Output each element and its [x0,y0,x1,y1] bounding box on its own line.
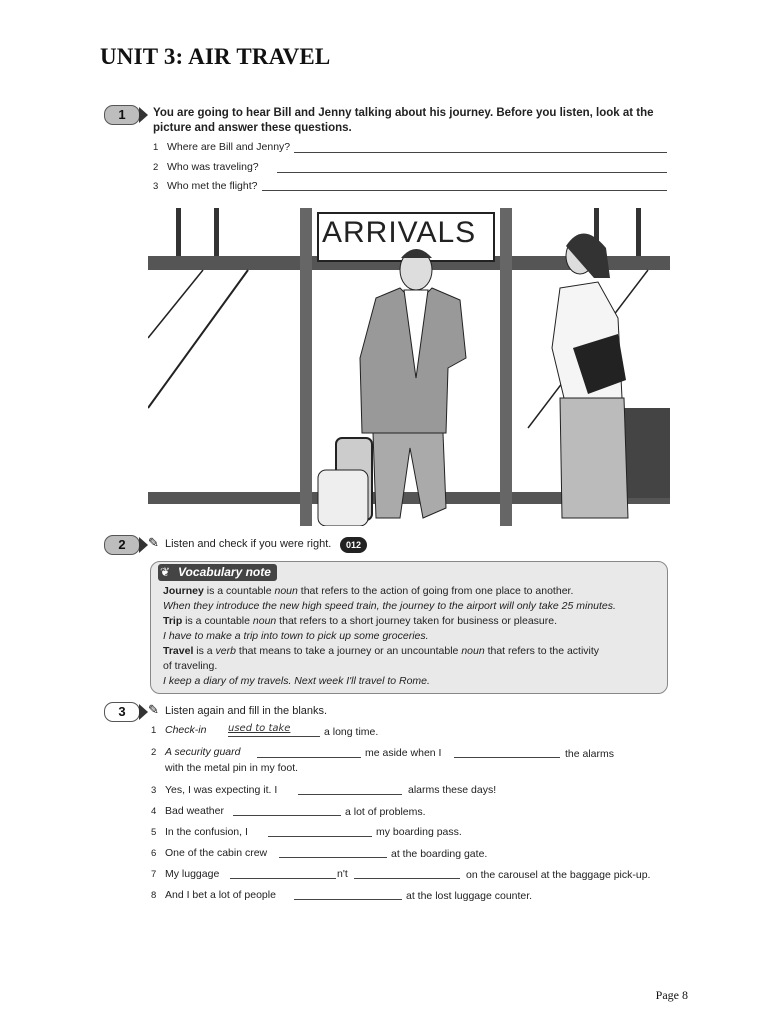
question-3 [153,180,257,192]
sentence-5 [151,826,248,838]
sentence-number: 2 [151,747,157,758]
question-number: 2 [153,162,159,173]
sentence-number: 8 [151,890,157,901]
cd-track-badge: 012 [340,537,367,553]
instruction-line: You are going to hear Bill and Jenny talking about his journey. Before you listen, look at the [153,107,654,119]
vocab-text: that refers to the action of going from one place to another. [297,585,574,597]
exercise-2-badge [104,535,140,555]
sentence-text: And I bet a lot of people [165,889,276,901]
sentence-text: on the carousel at the baggage pick-up. [466,869,651,881]
sentence-text: In the confusion, I [165,826,248,838]
page-number: Page 8 [655,988,688,1002]
vocab-text: is a countable [203,585,275,597]
answer-line-1[interactable] [294,152,667,153]
sentence-text: my boarding pass. [376,826,462,838]
vocab-text: is a countable [182,615,253,627]
vocab-line-journey [163,584,573,598]
sentence-number: 5 [151,827,157,838]
answer-line-2[interactable] [277,172,667,173]
exercise-number: 3 [118,704,126,719]
sentence-8 [151,889,276,901]
vocab-example-2: I have to make a trip into town to pick up some groceries. [163,630,429,642]
blank-1[interactable] [228,736,320,737]
vocab-text: that means to take a journey or an uncountable [235,645,462,657]
instruction-line: picture and answer these questions. [153,122,352,134]
sentence-text: Yes, I was expecting it. I [165,784,278,796]
vocab-line-trip [163,614,557,628]
sentence-text: My luggage [165,868,220,880]
exercise-number: 2 [118,537,126,552]
vocab-text: that refers to the activity [484,645,600,657]
vocab-line-travel [163,644,599,658]
blank-6[interactable] [279,857,387,858]
sentence-number: 3 [151,785,157,796]
sentence-number: 4 [151,806,157,817]
vocab-term: Travel [163,645,194,657]
sentence-7 [151,868,219,880]
sentence-text: at the boarding gate. [391,848,488,860]
blank-2a[interactable] [257,757,361,758]
vocab-example-1: When they introduce the new high speed train, the journey to the airport will only take 25 minutes. [163,600,616,612]
sentence-text: n't [337,868,348,880]
book-icon: ❦ [160,565,171,579]
question-text: Where are Bill and Jenny? [167,141,291,153]
sentence-text: at the lost luggage counter. [406,890,533,902]
sentence-3 [151,784,277,796]
vocab-text: is a [193,645,216,657]
question-1 [153,141,290,153]
blank-3[interactable] [298,794,402,795]
blank-7a[interactable] [230,878,336,879]
sentence-6 [151,847,267,859]
exercise-3-instruction: Listen again and fill in the blanks. [165,705,328,717]
arrivals-illustration [148,208,670,526]
exercise-number: 1 [118,107,126,122]
sentence-4 [151,805,224,817]
pencil-icon: ✎ [148,702,159,717]
pencil-icon: ✎ [148,535,159,550]
vocab-text: that refers to a short journey taken for business or pleasure. [276,615,557,627]
blank-5[interactable] [268,836,372,837]
blank-8[interactable] [294,899,402,900]
sentence-number: 1 [151,725,157,736]
blank-4[interactable] [233,815,341,816]
exercise-1-instruction [153,106,654,136]
exercise-3-badge [104,702,140,722]
blank-2b[interactable] [454,757,560,758]
sentence-number: 7 [151,869,157,880]
sentence-1 [151,724,206,736]
arrivals-sign: ARRIVALS [322,216,477,249]
question-text: Who met the flight? [167,180,258,192]
question-number: 3 [153,181,159,192]
answer-line-3[interactable] [262,190,667,191]
vocab-line-travel-cont: of traveling. [163,660,218,672]
vocab-term: Trip [163,615,183,627]
sentence-text: Check-in [165,724,207,736]
vocab-text: noun [252,615,277,627]
sentence-text: me aside when I [365,747,442,759]
blank-7b[interactable] [354,878,460,879]
sentence-text: a long time. [324,726,379,738]
vocab-text: noun [274,585,298,597]
sentence-number: 6 [151,848,157,859]
sentence-text: alarms these days! [408,784,497,796]
sentence-text: the alarms [565,748,615,760]
sentence-2 [151,746,240,758]
vocabulary-note-heading: Vocabulary note [158,564,277,581]
vocab-term: Journey [163,585,204,597]
sentence-text: Bad weather [165,805,224,817]
exercise-2-instruction: Listen and check if you were right. [165,538,332,550]
question-2 [153,161,259,173]
sentence-text: A security guard [165,746,241,758]
sentence-text: with the metal pin in my foot. [165,762,299,774]
handwritten-answer: used to take [228,723,291,734]
question-number: 1 [153,142,159,153]
exercise-1-badge [104,105,140,125]
page-title: UNIT 3: AIR TRAVEL [100,44,331,69]
vocab-example-3: I keep a diary of my travels. Next week I'll travel to Rome. [163,675,430,687]
sentence-text: a lot of problems. [345,806,426,818]
vocab-text: verb [215,645,236,657]
sentence-text: One of the cabin crew [165,847,268,859]
question-text: Who was traveling? [167,161,259,173]
vocab-text: noun [461,645,485,657]
